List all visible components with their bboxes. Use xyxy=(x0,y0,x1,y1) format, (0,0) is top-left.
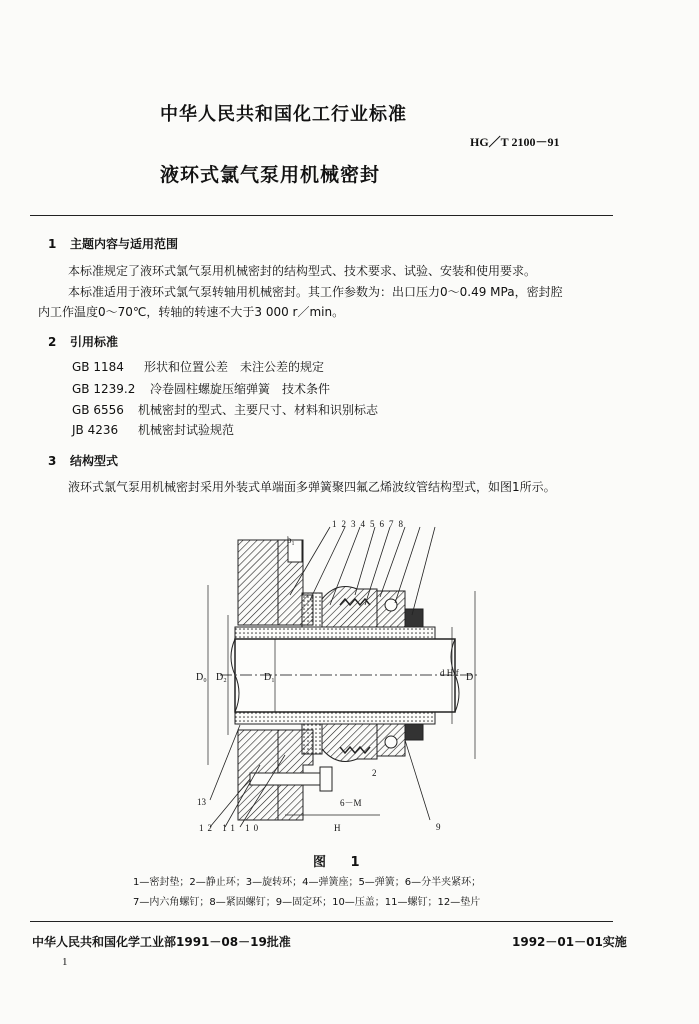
section-1-para-3: 内工作温度0～70℃，转轴的转速不大于3 000 r／min。 xyxy=(38,305,345,319)
screw-head-upper xyxy=(385,599,397,611)
section-3-title: 结构型式 xyxy=(70,454,119,468)
dim-d0: D₀ xyxy=(196,672,207,683)
shaft-sleeve-upper xyxy=(235,627,435,639)
section-2-heading xyxy=(48,333,118,350)
section-1-para-1: 本标准规定了液环式氯气泵用机械密封的结构型式、技术要求、试验、安装和使用要求。 xyxy=(68,264,537,278)
shaft-sleeve-lower xyxy=(235,712,435,724)
document-title: 液环式氯气泵用机械密封 xyxy=(160,164,381,186)
static-ring-lower xyxy=(302,724,322,754)
effective-date: 1992－01－01实施 xyxy=(512,935,627,949)
reference-code: JB 4236 xyxy=(72,423,119,437)
reference-title: 冷卷圆柱螺旋压缩弹簧 技术条件 xyxy=(150,382,331,396)
reference-code: GB 1239.2 xyxy=(72,382,136,396)
clamp-ring-upper xyxy=(405,609,423,627)
callout: 4 xyxy=(360,519,370,529)
figure-caption: 图 1 xyxy=(313,855,370,870)
dim-d-tolerance: d H/f xyxy=(440,668,459,678)
dim-2: 2 xyxy=(372,768,377,778)
section-3-heading xyxy=(48,452,118,469)
callouts-top xyxy=(332,519,408,529)
section-2-number: 2 xyxy=(48,335,57,349)
callouts-bottom xyxy=(199,823,262,833)
standard-code: HG／T 2100－91 xyxy=(470,135,560,149)
callout: 13 xyxy=(197,797,206,807)
reference-item xyxy=(72,358,324,375)
section-3-number: 3 xyxy=(48,454,57,468)
section-2-title: 引用标准 xyxy=(70,335,119,349)
dim-d1: D₁ xyxy=(264,672,275,683)
rotating-ring-lower xyxy=(322,724,377,761)
approval-line: 中华人民共和国化学工业部1991－08－19批准 xyxy=(32,935,291,949)
header-divider xyxy=(30,215,613,216)
figure-legend-line-2: 7—内六角螺钉；8—紧固螺钉；9—固定环；10—压盖；11—螺钉；12—垫片 xyxy=(133,897,481,908)
reference-item xyxy=(72,421,234,438)
dim-bolt: 6－M xyxy=(340,798,362,808)
callout: 8 xyxy=(398,519,408,529)
reference-item xyxy=(72,380,330,397)
section-1-para-2: 本标准适用于液环式氯气泵转轴用机械密封。其工作参数为：出口压力0～0.49 MPa，密封腔 xyxy=(68,285,563,299)
section-1-number: 1 xyxy=(48,237,57,251)
dim-H: H xyxy=(334,823,341,833)
section-1-title: 主题内容与适用范围 xyxy=(70,237,179,251)
clamp-ring-lower xyxy=(405,724,423,740)
footer-divider xyxy=(30,921,613,922)
callout: 6 xyxy=(379,519,389,529)
callout: 1 xyxy=(332,519,342,529)
section-3-para-1: 液环式氯气泵用机械密封采用外装式单端面多弹簧聚四氟乙烯波纹管结构型式，如图1所示。 xyxy=(68,480,556,494)
reference-code: GB 1184 xyxy=(72,360,124,374)
static-ring-upper xyxy=(302,593,322,627)
callout: 7 xyxy=(389,519,399,529)
section-1-heading xyxy=(48,235,178,252)
callout: 9 xyxy=(436,822,441,832)
callout: 12 xyxy=(199,823,216,833)
callout: 5 xyxy=(370,519,380,529)
gland-bolt-head xyxy=(320,767,332,791)
dim-d2: D₂ xyxy=(216,672,227,683)
dim-D: D xyxy=(466,672,474,683)
reference-title: 形状和位置公差 未注公差的规定 xyxy=(144,360,325,374)
reference-item xyxy=(72,401,378,418)
dim-b1: b₁ xyxy=(287,535,295,545)
screw-head-lower xyxy=(385,736,397,748)
gland-bolt xyxy=(250,773,320,785)
casing-wall-upper xyxy=(238,540,278,625)
callout: 3 xyxy=(351,519,361,529)
callout: 2 xyxy=(341,519,351,529)
reference-title: 机械密封的型式、主要尺寸、材料和识别标志 xyxy=(138,403,379,417)
reference-code: GB 6556 xyxy=(72,403,124,417)
issuing-organization: 中华人民共和国化工行业标准 xyxy=(160,104,407,125)
callout: 10 xyxy=(245,823,263,833)
figure-legend-line-1: 1—密封垫；2—静止环；3—旋转环；4—弹簧座；5—弹簧；6—分半夹紧环； xyxy=(133,877,482,888)
reference-title: 机械密封试验规范 xyxy=(138,423,235,437)
page-number: 1 xyxy=(62,956,68,968)
callout: 11 xyxy=(222,823,239,833)
